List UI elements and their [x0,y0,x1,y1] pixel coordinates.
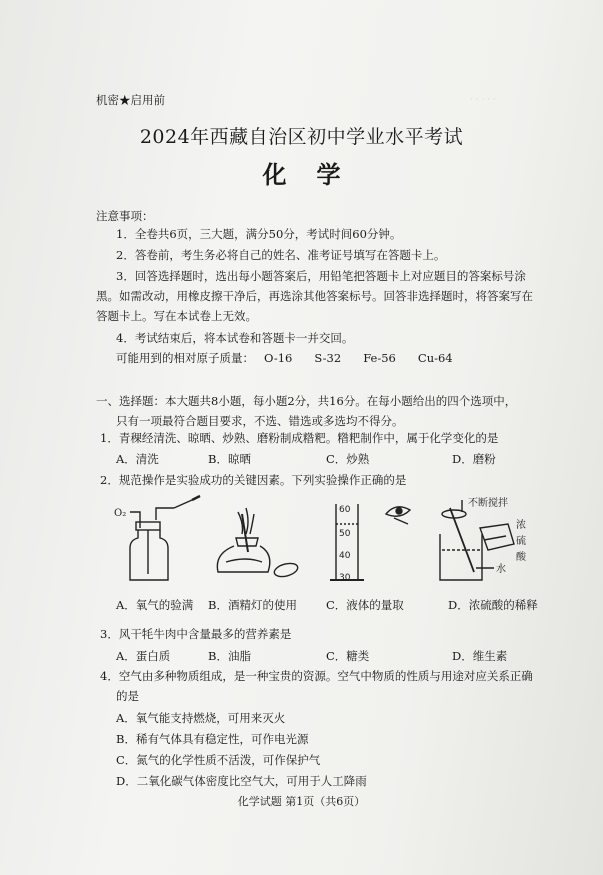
question-1-stem: 1．青稞经清洗、晾晒、炒熟、磨粉制成糌粑。糌粑制作中，属于化学变化的是 [100,431,499,445]
option-c: C．氮气的化学性质不活泼，可作保护气 [116,753,321,767]
option-a: A．氧气的验满 [116,598,194,612]
option-b: B．油脂 [208,649,251,663]
figure-c-cylinder [330,504,410,583]
note-item: 3．回答选择题时，选出每小题答案后，用铅笔把答题卡上对应题目的答案标号涂 [116,269,526,283]
figure-d-dilution [440,496,527,580]
tick-50: 50 [339,529,351,539]
bleed-through-text: · · · · · [470,95,496,105]
note-item: 1．全卷共6页，三大题，满分50分，考试时间60分钟。 [116,227,402,241]
exam-title: 2024年西藏自治区初中学业水平考试 [139,126,464,148]
option-d: D．维生素 [452,649,508,663]
atomic-mass-cu: Cu-64 [417,351,453,365]
note-item: 2．答卷前，考生务必将自己的姓名、准考证号填写在答题卡上。 [116,248,446,262]
question-2-stem: 2．规范操作是实验成功的关键因素。下列实验操作正确的是 [100,473,407,487]
atomic-mass-fe: Fe-56 [363,351,396,365]
atomic-mass-s: S-32 [314,351,342,365]
page-footer: 化学试题 第1页（共6页） [237,795,366,808]
acid-char-2: 硫 [516,536,526,547]
figure-b-alcohol-lamp [217,508,299,579]
o2-label: O₂ [114,508,127,519]
option-c: C．炒熟 [326,452,370,466]
acid-char-1: 浓 [516,520,526,531]
confidential-label: 机密★启用前 [96,93,165,107]
tick-30: 30 [339,573,351,583]
option-b: B．稀有气体具有稳定性，可作电光源 [116,732,309,746]
option-d: D．浓硫酸的稀释 [448,598,538,612]
option-a: A．氧气能支持燃烧，可用来灭火 [116,711,286,725]
option-d: D．二氧化碳气体密度比空气大，可用于人工降雨 [116,774,367,788]
option-d: D．磨粉 [452,452,496,466]
tick-60: 60 [339,505,351,515]
question-4-stem: 4．空气由多种物质组成，是一种宝贵的资源。空气中物质的性质与用途对应关系正确 [100,669,533,683]
option-a: A．清洗 [116,452,159,466]
tick-40: 40 [339,551,351,561]
section-heading-cont: 只有一项最符合题目要求，不选、错选或多选均不得分。 [116,414,404,428]
question-4-stem-cont: 的是 [116,689,139,703]
subject-title: 化学 [262,160,371,189]
question-2-figure [96,494,536,594]
atomic-mass-o: O-16 [264,351,293,365]
note-item: 4．考试结束后，将本试卷和答题卡一并交回。 [116,331,354,345]
notes-heading: 注意事项： [96,209,154,223]
atomic-mass-line [116,350,475,366]
option-a: A．蛋白质 [116,649,171,663]
figure-a-gas-bottle [114,496,200,580]
option-b: B．酒精灯的使用 [208,598,297,612]
water-label: 水 [496,564,506,575]
atomic-mass-label: 可能用到的相对原子质量： [116,351,254,365]
question-3-stem: 3．风干牦牛肉中含量最多的营养素是 [100,627,292,641]
option-c: C．液体的量取 [326,598,404,612]
note-item: 答题卡上。写在本试卷上无效。 [96,309,257,323]
note-item: 黑。如需改动，用橡皮擦干净后，再选涂其他答案标号。回答非选择题时，将答案写在 [96,289,533,303]
section-heading: 一、选择题：本大题共8小题，每小题2分，共16分。在每小题给出的四个选项中， [96,394,517,408]
option-c: C．糖类 [326,649,370,663]
acid-char-3: 酸 [516,552,526,563]
stir-label: 不断搅拌 [468,498,508,509]
option-b: B．晾晒 [208,452,251,466]
